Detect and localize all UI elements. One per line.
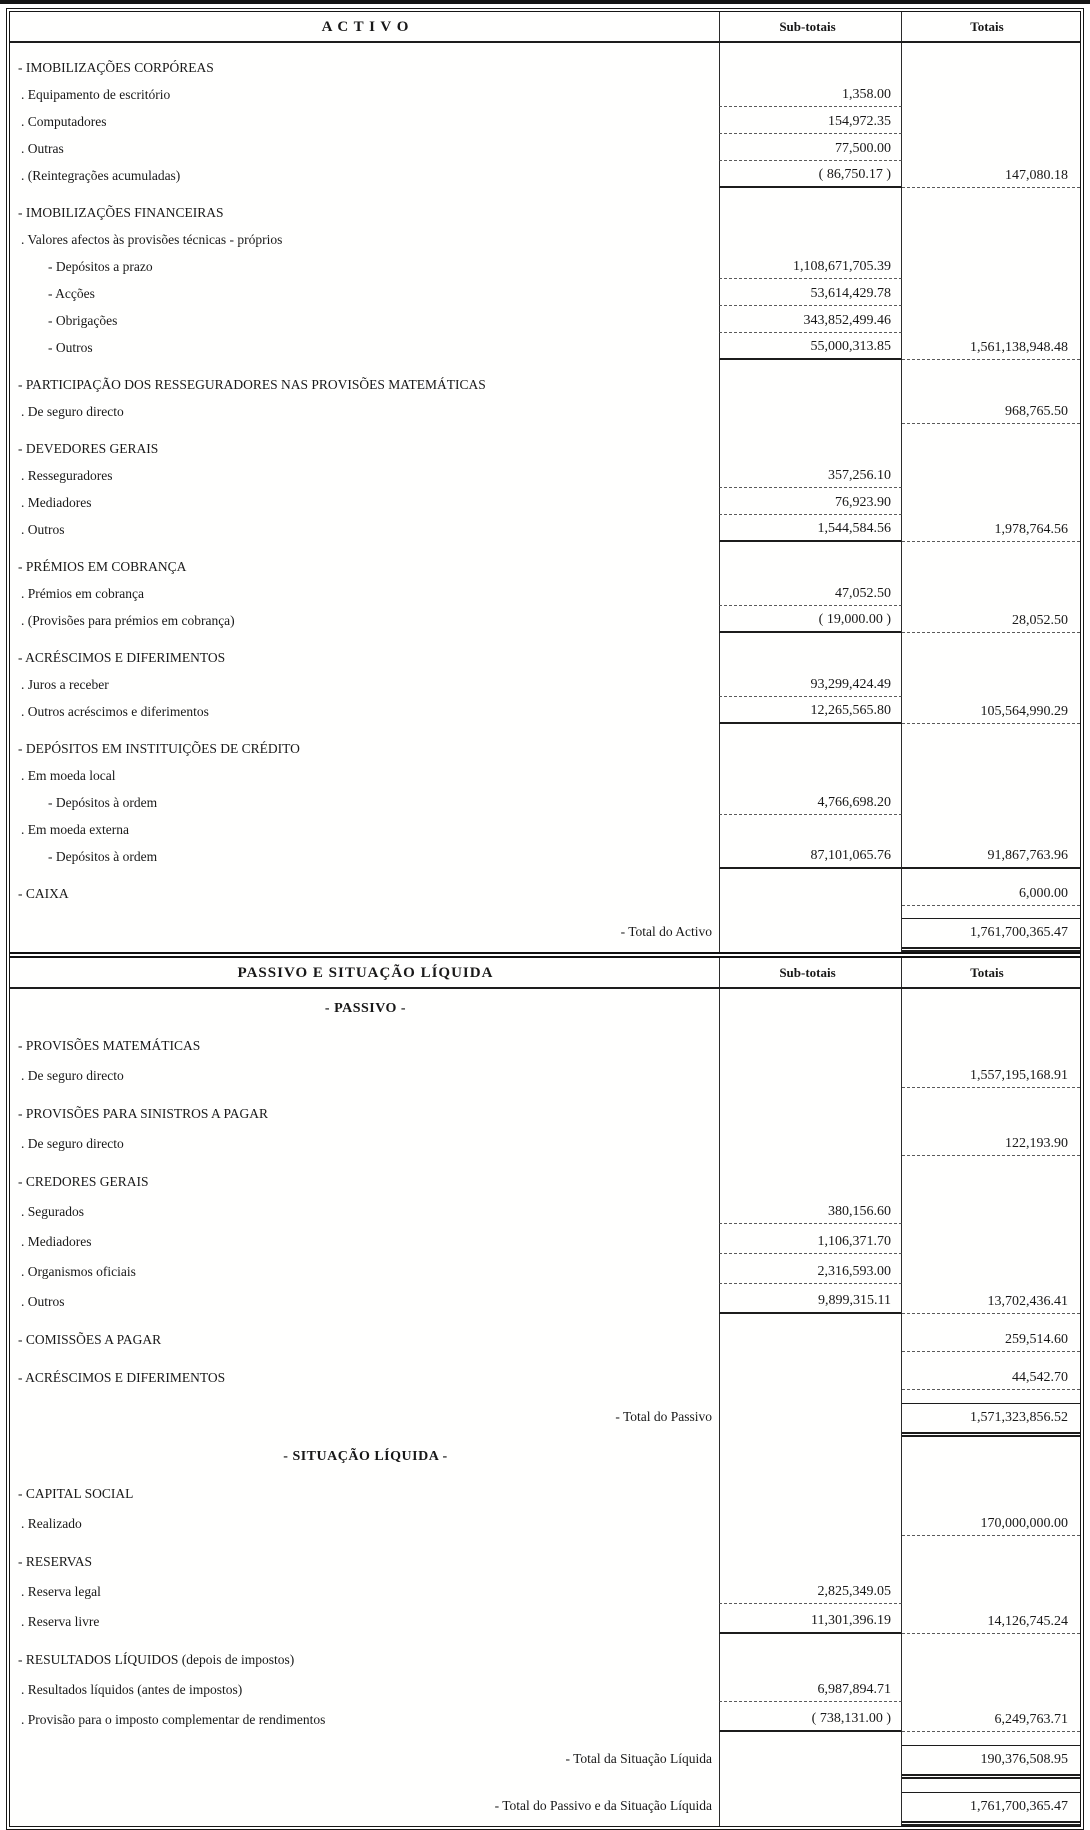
table-row [10, 788, 1080, 815]
row-label: - Total do Passivo e da Situação Líquida [494, 1798, 712, 1814]
total-value [902, 761, 1080, 788]
activo-subtotais-header: Sub-totais [719, 12, 902, 41]
total-value [902, 1194, 1080, 1224]
subtotal-value [719, 1536, 902, 1574]
row-label: - Total do Passivo [615, 1409, 712, 1425]
subtotal-value: 2,825,349.05 [719, 1574, 902, 1604]
subtotal-value: 1,106,371.70 [719, 1224, 902, 1254]
row-label: . (Provisões para prémios em cobrança) [21, 613, 235, 629]
subtotal-value: 9,899,315.11 [719, 1284, 902, 1314]
table-row [10, 306, 1080, 333]
row-label: - Total da Situação Líquida [565, 1751, 712, 1767]
total-value [902, 670, 1080, 697]
total-value: 1,761,700,365.47 [902, 918, 1080, 952]
table-row [10, 461, 1080, 488]
row-label: . Segurados [21, 1204, 84, 1220]
subtotal-value: 343,852,499.46 [719, 306, 902, 333]
subtotal-value: ( 738,131.00 ) [719, 1702, 902, 1732]
row-label: - Depósitos a prazo [48, 259, 153, 275]
subtotal-value [719, 1058, 902, 1088]
total-value: 1,561,138,948.48 [902, 333, 1080, 360]
table-row [10, 1088, 1080, 1126]
activo-table [10, 12, 1080, 952]
total-value: 6,000.00 [902, 869, 1080, 906]
subtotal-value [719, 1020, 902, 1058]
table-row [10, 579, 1080, 606]
row-label: - IMOBILIZAÇÕES CORPÓREAS [18, 60, 214, 76]
table-row [10, 80, 1080, 107]
total-value: 190,376,508.95 [902, 1745, 1080, 1779]
total-value [902, 788, 1080, 815]
subtotal-value [719, 1126, 902, 1156]
subtotal-value: 11,301,396.19 [719, 1604, 902, 1634]
row-label: - Obrigações [48, 313, 118, 329]
table-row [10, 1126, 1080, 1156]
row-label: - RESERVAS [18, 1554, 93, 1570]
row-label: - RESULTADOS LÍQUIDOS (depois de impostos) [18, 1652, 295, 1668]
total-value: 91,867,763.96 [902, 842, 1080, 869]
table-row [10, 1506, 1080, 1536]
row-label: - Total do Activo [620, 924, 712, 940]
subtotal-value: 87,101,065.76 [719, 842, 902, 869]
subtotal-value [719, 1088, 902, 1126]
passivo-rows [10, 989, 1080, 1826]
total-value [902, 633, 1080, 670]
table-row [10, 724, 1080, 761]
table-row [10, 43, 1080, 80]
subtotal-value [719, 633, 902, 670]
total-value [902, 134, 1080, 161]
row-label: . Resseguradores [21, 468, 113, 484]
subtotal-value [719, 1468, 902, 1506]
table-row [10, 697, 1080, 724]
passivo-totais-header: Totais [970, 964, 1004, 980]
total-value [902, 1634, 1080, 1672]
row-label: . De seguro directo [21, 404, 124, 420]
row-label: - Acções [48, 286, 95, 302]
table-row [10, 161, 1080, 188]
total-value [902, 107, 1080, 134]
row-label: . Valores afectos às provisões técnicas - próprios [21, 232, 283, 248]
total-value: 968,765.50 [902, 397, 1080, 424]
subtotal-value: 55,000,313.85 [719, 333, 902, 360]
scan-edge-line [0, 0, 1090, 4]
table-row [10, 1156, 1080, 1194]
total-value: 170,000,000.00 [902, 1506, 1080, 1536]
table-row [10, 989, 1080, 1020]
subtotal-value [719, 1390, 902, 1437]
total-value [902, 1574, 1080, 1604]
table-row [10, 279, 1080, 306]
total-value [902, 1088, 1080, 1126]
total-value [902, 542, 1080, 579]
total-value [902, 424, 1080, 461]
row-label: . Reserva livre [21, 1614, 100, 1630]
row-label: . Provisão para o imposto complementar de rendimentos [21, 1712, 326, 1728]
total-value [902, 989, 1080, 1020]
row-label: . Prémios em cobrança [21, 586, 144, 602]
row-label: . Juros a receber [21, 677, 109, 693]
table-row [10, 1020, 1080, 1058]
total-value [902, 306, 1080, 333]
subtotal-value: 76,923.90 [719, 488, 902, 515]
row-label: - DEPÓSITOS EM INSTITUIÇÕES DE CRÉDITO [18, 741, 300, 757]
subtotal-value [719, 1352, 902, 1390]
row-label: . Em moeda local [21, 768, 116, 784]
table-row [10, 1702, 1080, 1732]
table-row [10, 1604, 1080, 1634]
row-label: - SITUAÇÃO LÍQUIDA - [283, 1448, 448, 1464]
total-value: 14,126,745.24 [902, 1604, 1080, 1634]
table-row [10, 134, 1080, 161]
subtotal-value [719, 1156, 902, 1194]
table-row [10, 1536, 1080, 1574]
total-value [902, 1672, 1080, 1702]
table-row [10, 1194, 1080, 1224]
subtotal-value: 53,614,429.78 [719, 279, 902, 306]
row-label: - COMISSÕES A PAGAR [18, 1332, 162, 1348]
subtotal-value: 47,052.50 [719, 579, 902, 606]
row-label: - Depósitos à ordem [48, 795, 158, 811]
table-row [10, 815, 1080, 842]
table-row [10, 188, 1080, 225]
subtotal-value: 154,972.35 [719, 107, 902, 134]
total-value: 147,080.18 [902, 161, 1080, 188]
passivo-subtotais-header: Sub-totais [719, 958, 902, 987]
total-value [902, 1468, 1080, 1506]
table-row [10, 1254, 1080, 1284]
row-label: . Outros acréscimos e diferimentos [21, 704, 209, 720]
subtotal-value: 93,299,424.49 [719, 670, 902, 697]
activo-totais-header: Totais [970, 18, 1004, 34]
table-row [10, 1574, 1080, 1604]
table-row [10, 424, 1080, 461]
row-label: - PARTICIPAÇÃO DOS RESSEGURADORES NAS PROVISÕES MATEMÁTICAS [18, 377, 486, 393]
table-row [10, 842, 1080, 869]
table-row [10, 252, 1080, 279]
total-value: 13,702,436.41 [902, 1284, 1080, 1314]
table-row [10, 1732, 1080, 1779]
row-label: . Computadores [21, 114, 107, 130]
activo-rows [10, 43, 1080, 952]
total-value: 259,514.60 [902, 1314, 1080, 1352]
table-row [10, 670, 1080, 697]
activo-header-row [10, 12, 1080, 43]
subtotal-value [719, 1314, 902, 1352]
total-value: 1,978,764.56 [902, 515, 1080, 542]
row-label: - CREDORES GERAIS [18, 1174, 149, 1190]
row-label: . Em moeda externa [21, 822, 129, 838]
table-row [10, 1634, 1080, 1672]
total-value [902, 1156, 1080, 1194]
subtotal-value: 6,987,894.71 [719, 1672, 902, 1702]
total-value: 44,542.70 [902, 1352, 1080, 1390]
row-label: . Outras [21, 141, 64, 157]
row-label: - DEVEDORES GERAIS [18, 441, 159, 457]
subtotal-value [719, 1779, 902, 1826]
table-row [10, 515, 1080, 542]
table-row [10, 869, 1080, 906]
table-row [10, 1672, 1080, 1702]
passivo-table [10, 958, 1080, 1826]
total-value [902, 279, 1080, 306]
total-value [902, 724, 1080, 761]
subtotal-value: 4,766,698.20 [719, 788, 902, 815]
row-label: - PRÉMIOS EM COBRANÇA [18, 559, 187, 575]
total-value: 122,193.90 [902, 1126, 1080, 1156]
subtotal-value [719, 761, 902, 788]
row-label: - PROVISÕES PARA SINISTROS A PAGAR [18, 1106, 268, 1122]
subtotal-value [719, 424, 902, 461]
total-value [902, 252, 1080, 279]
total-value [902, 1254, 1080, 1284]
subtotal-value [719, 542, 902, 579]
row-label: . Mediadores [21, 495, 92, 511]
subtotal-value [719, 397, 902, 424]
total-value: 1,571,323,856.52 [902, 1403, 1080, 1437]
passivo-header-row [10, 958, 1080, 989]
table-row [10, 1352, 1080, 1390]
subtotal-value: 12,265,565.80 [719, 697, 902, 724]
subtotal-value: 1,108,671,705.39 [719, 252, 902, 279]
total-value [902, 1437, 1080, 1468]
subtotal-value: 357,256.10 [719, 461, 902, 488]
subtotal-value: ( 19,000.00 ) [719, 606, 902, 633]
subtotal-value [719, 869, 902, 906]
subtotal-value [719, 188, 902, 225]
total-value: 105,564,990.29 [902, 697, 1080, 724]
passivo-title: PASSIVO E SITUAÇÃO LÍQUIDA [237, 964, 494, 981]
total-value [902, 461, 1080, 488]
total-value [902, 80, 1080, 107]
table-row [10, 542, 1080, 579]
subtotal-value: 77,500.00 [719, 134, 902, 161]
row-label: - PASSIVO - [324, 1000, 407, 1016]
subtotal-value: ( 86,750.17 ) [719, 161, 902, 188]
row-label: . Resultados líquidos (antes de impostos) [21, 1682, 243, 1698]
subtotal-value: 1,544,584.56 [719, 515, 902, 542]
total-value: 1,761,700,365.47 [902, 1792, 1080, 1826]
row-label: - Outros [48, 340, 93, 356]
row-label: . Realizado [21, 1516, 82, 1532]
row-label: . De seguro directo [21, 1136, 124, 1152]
subtotal-value [719, 1634, 902, 1672]
row-label: - CAIXA [18, 886, 69, 902]
total-value [902, 1020, 1080, 1058]
subtotal-value [719, 225, 902, 252]
total-value [902, 43, 1080, 80]
table-row [10, 606, 1080, 633]
table-row [10, 225, 1080, 252]
subtotal-value: 1,358.00 [719, 80, 902, 107]
row-label: - ACRÉSCIMOS E DIFERIMENTOS [18, 650, 226, 666]
table-row [10, 1224, 1080, 1254]
total-value [902, 360, 1080, 397]
row-label: . Outros [21, 522, 65, 538]
table-row [10, 1058, 1080, 1088]
table-row [10, 761, 1080, 788]
total-value: 6,249,763.71 [902, 1702, 1080, 1732]
subtotal-value [719, 989, 902, 1020]
total-value: 28,052.50 [902, 606, 1080, 633]
table-row [10, 488, 1080, 515]
row-label: . Equipamento de escritório [21, 87, 171, 103]
table-row [10, 1437, 1080, 1468]
subtotal-value: 2,316,593.00 [719, 1254, 902, 1284]
total-value [902, 579, 1080, 606]
table-row [10, 906, 1080, 952]
total-value: 1,557,195,168.91 [902, 1058, 1080, 1088]
table-row [10, 333, 1080, 360]
row-label: . Reserva legal [21, 1584, 101, 1600]
row-label: . Outros [21, 1294, 65, 1310]
table-row [10, 1314, 1080, 1352]
row-label: . De seguro directo [21, 1068, 124, 1084]
table-row [10, 1284, 1080, 1314]
row-label: - IMOBILIZAÇÕES FINANCEIRAS [18, 205, 224, 221]
subtotal-value [719, 815, 902, 842]
total-value [902, 225, 1080, 252]
row-label: . (Reintegrações acumuladas) [21, 168, 181, 184]
total-value [902, 815, 1080, 842]
subtotal-value [719, 1732, 902, 1779]
subtotal-value [719, 1437, 902, 1468]
table-row [10, 397, 1080, 424]
activo-title: A C T I V O [321, 18, 410, 35]
total-value [902, 188, 1080, 225]
row-label: - ACRÉSCIMOS E DIFERIMENTOS [18, 1370, 226, 1386]
balance-sheet-page [6, 8, 1084, 1830]
table-row [10, 360, 1080, 397]
row-label: - PROVISÕES MATEMÁTICAS [18, 1038, 201, 1054]
row-label: - Depósitos à ordem [48, 849, 158, 865]
table-row [10, 107, 1080, 134]
subtotal-value [719, 724, 902, 761]
table-row [10, 633, 1080, 670]
total-value [902, 1224, 1080, 1254]
total-value [902, 1536, 1080, 1574]
row-label: . Organismos oficiais [21, 1264, 136, 1280]
subtotal-value [719, 360, 902, 397]
subtotal-value: 380,156.60 [719, 1194, 902, 1224]
subtotal-value [719, 43, 902, 80]
subtotal-value [719, 1506, 902, 1536]
table-row [10, 1468, 1080, 1506]
subtotal-value [719, 906, 902, 952]
total-value [902, 488, 1080, 515]
table-row [10, 1390, 1080, 1437]
table-row [10, 1779, 1080, 1826]
row-label: - CAPITAL SOCIAL [18, 1486, 134, 1502]
row-label: . Mediadores [21, 1234, 92, 1250]
